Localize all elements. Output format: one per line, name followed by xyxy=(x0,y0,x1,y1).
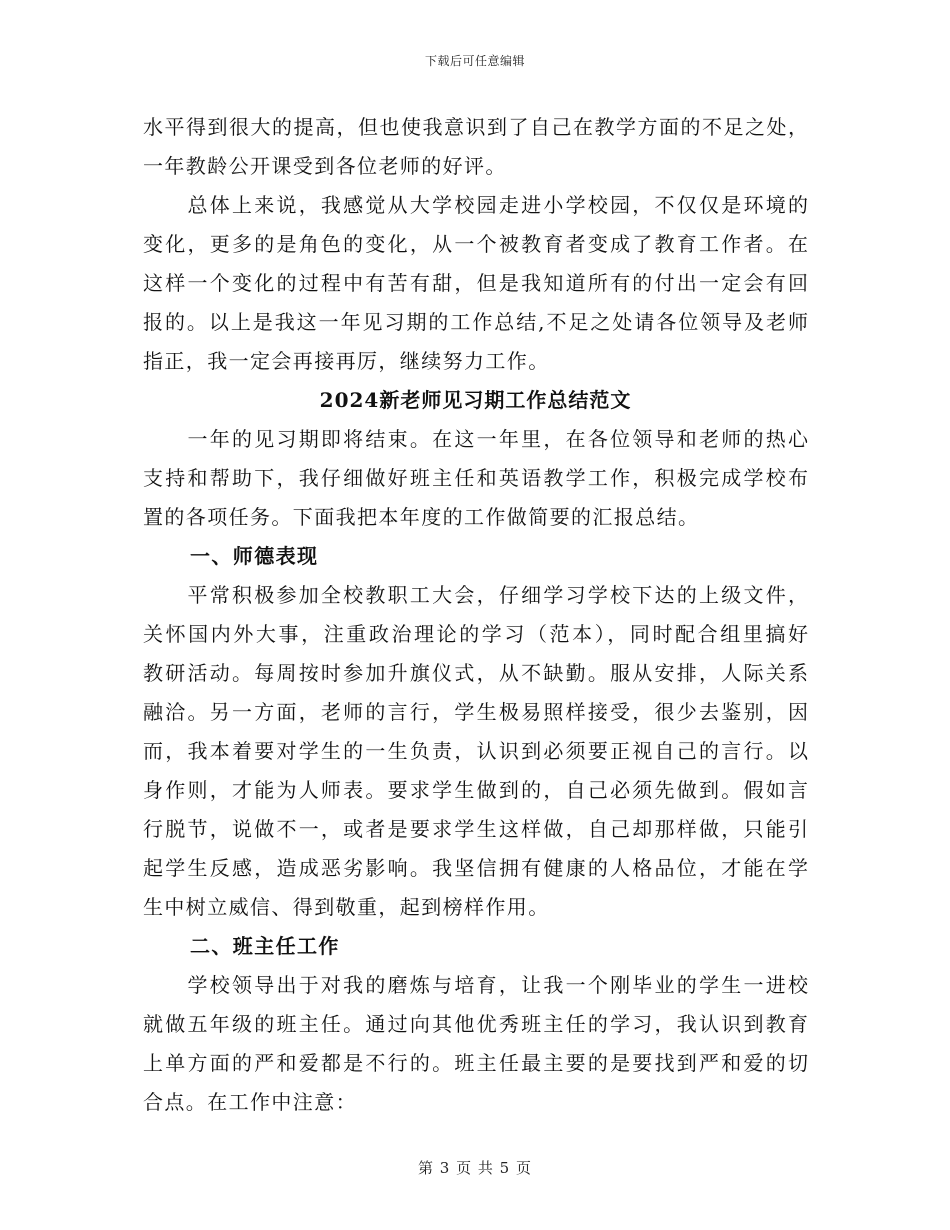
paragraph-line: 起学生反感，造成恶劣影响。我坚信拥有健康的人格品位，才能在学 xyxy=(143,856,808,880)
paragraph-line: 变化，更多的是角色的变化，从一个被教育者变成了教育工作者。在 xyxy=(143,232,808,256)
page-number-footer: 第 3 页 共 5 页 xyxy=(418,1159,532,1177)
paragraph-line: 总体上来说，我感觉从大学校园走进小学校园，不仅仅是环境的 xyxy=(143,193,808,217)
paragraph-line: 而，我本着要对学生的一生负责，认识到必须要正视自己的言行。以 xyxy=(143,739,808,763)
section-heading: 一、师德表现 xyxy=(190,544,319,568)
paragraph-line: 就做五年级的班主任。通过向其他优秀班主任的学习，我认识到教育 xyxy=(143,1012,808,1036)
paragraph-line: 合点。在工作中注意： xyxy=(143,1090,357,1114)
paragraph-line: 教研活动。每周按时参加升旗仪式，从不缺勤。服从安排，人际关系 xyxy=(143,661,808,685)
paragraph-line: 这样一个变化的过程中有苦有甜，但是我知道所有的付出一定会有回 xyxy=(143,271,808,295)
paragraph-line: 置的各项任务。下面我把本年度的工作做简要的汇报总结。 xyxy=(143,505,700,529)
paragraph-line: 关怀国内外大事，注重政治理论的学习（范本），同时配合组里搞好 xyxy=(143,622,808,646)
paragraph-line: 生中树立威信、得到敬重，起到榜样作用。 xyxy=(143,895,550,919)
page-header-note: 下载后可任意编辑 xyxy=(424,54,525,68)
section-heading: 二、班主任工作 xyxy=(190,934,340,958)
paragraph-line: 行脱节，说做不一，或者是要求学生这样做，自己却那样做，只能引 xyxy=(143,817,808,841)
paragraph-line: 学校领导出于对我的磨炼与培育，让我一个刚毕业的学生一进校 xyxy=(143,973,808,997)
paragraph-line: 一年的见习期即将结束。在这一年里，在各位领导和老师的热心 xyxy=(143,427,808,451)
paragraph-line: 报的。以上是我这一年见习期的工作总结,不足之处请各位领导及老师 xyxy=(143,310,808,334)
paragraph-line: 指正，我一定会再接再厉，继续努力工作。 xyxy=(143,349,550,373)
paragraph-line: 水平得到很大的提高，但也使我意识到了自己在教学方面的不足之处， xyxy=(143,115,808,139)
paragraph-line: 平常积极参加全校教职工大会，仔细学习学校下达的上级文件， xyxy=(143,583,808,607)
paragraph-line: 融洽。另一方面，老师的言行，学生极易照样接受，很少去鉴别，因 xyxy=(143,700,808,724)
paragraph-line: 一年教龄公开课受到各位老师的好评。 xyxy=(143,154,507,178)
paragraph-line: 身作则，才能为人师表。要求学生做到的，自己必须先做到。假如言 xyxy=(143,778,808,802)
section-title: 2024新老师见习期工作总结范文 xyxy=(319,388,632,412)
paragraph-line: 支持和帮助下，我仔细做好班主任和英语教学工作，积极完成学校布 xyxy=(143,466,808,490)
paragraph-line: 上单方面的严和爱都是不行的。班主任最主要的是要找到严和爱的切 xyxy=(143,1051,808,1075)
document-body xyxy=(143,108,808,1122)
